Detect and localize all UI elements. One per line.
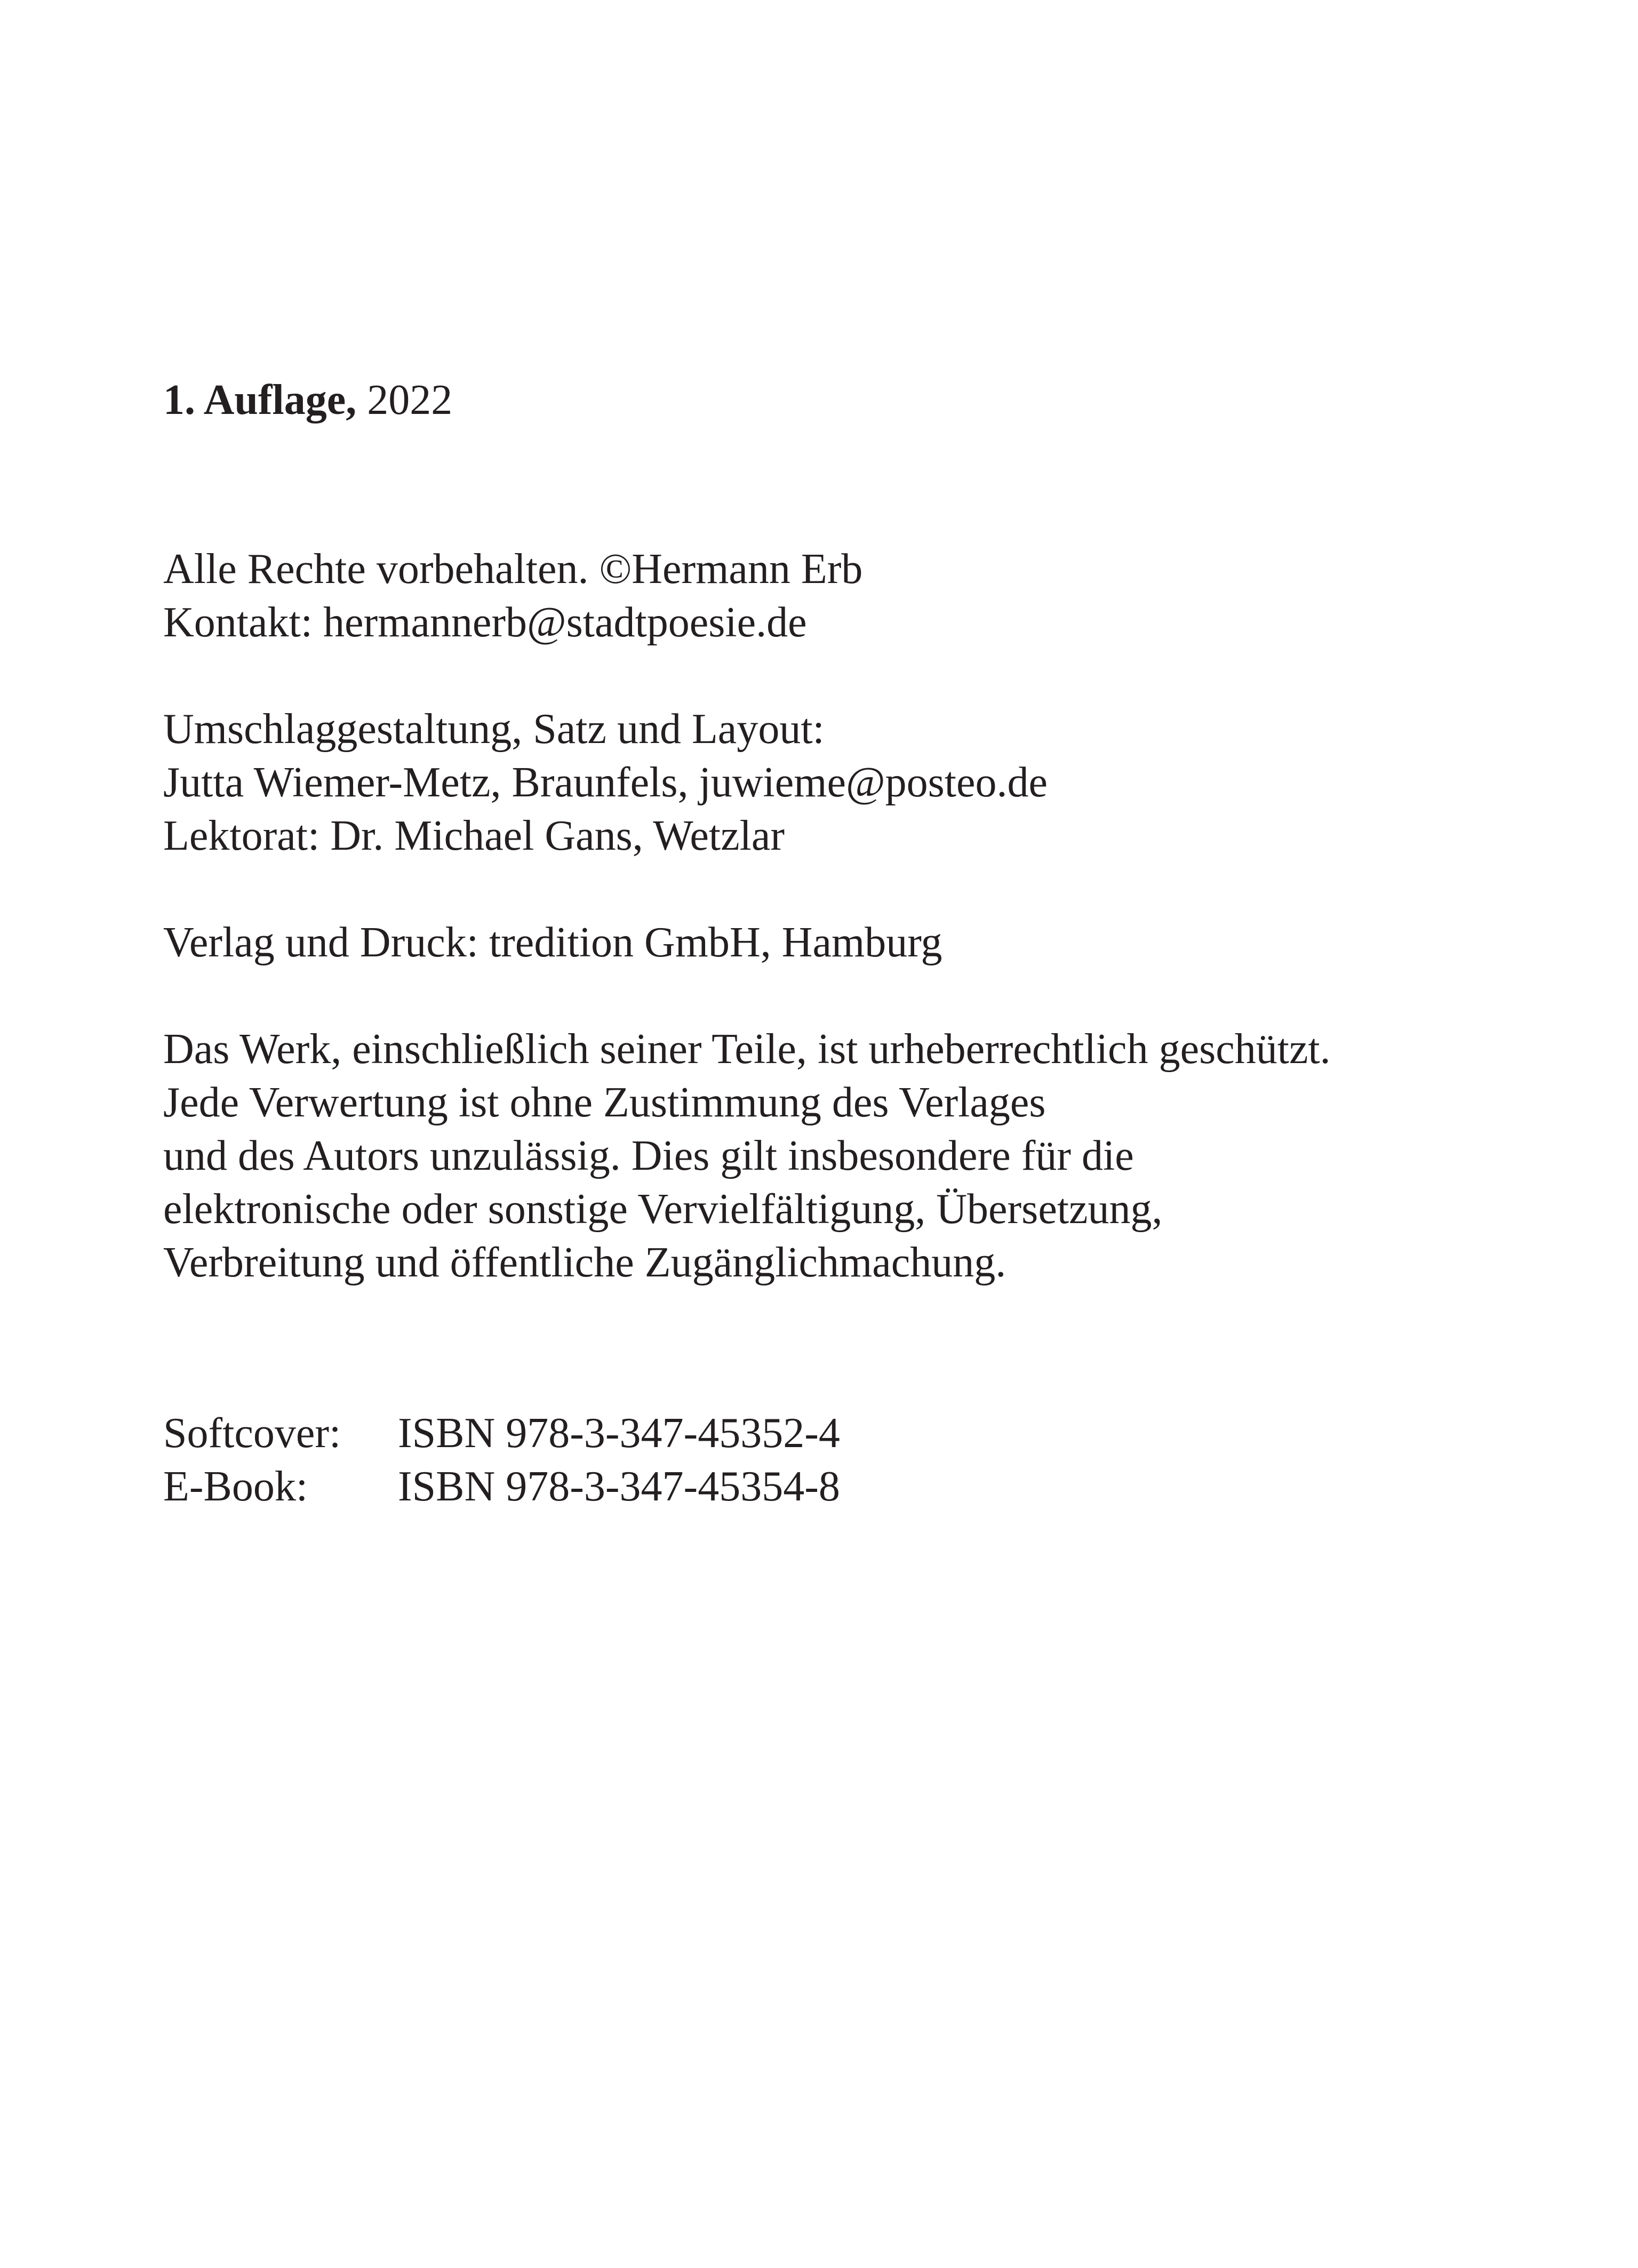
edition-line: [163, 373, 452, 427]
isbn-softcover-label: Softcover:: [163, 1410, 341, 1457]
copyright-notice-line: Verbreitung und öffentliche Zugänglichmachung.: [163, 1239, 1006, 1286]
contact-line: Kontakt: hermannerb@stadtpoesie.de: [163, 599, 807, 646]
edition-year: 2022: [367, 377, 453, 424]
edition-label: 1. Auflage,: [163, 377, 357, 424]
design-credit-name: Jutta Wiemer-Metz, Braunfels, juwieme@posteo.de: [163, 759, 1048, 806]
design-credit-heading: Umschlaggestaltung, Satz und Layout:: [163, 706, 825, 753]
copyright-notice-line: und des Autors unzulässig. Dies gilt insbesondere für die: [163, 1132, 1134, 1179]
isbn-ebook: [163, 1460, 840, 1513]
copyright-notice-line: elektronische oder sonstige Vervielfältigung, Übersetzung,: [163, 1186, 1163, 1233]
copyright-notice-line: Jede Verwertung ist ohne Zustimmung des Verlages: [163, 1079, 1046, 1126]
isbn-ebook-value: ISBN 978-3-347-45354-8: [398, 1463, 840, 1510]
rights-line: Alle Rechte vorbehalten. ©Hermann Erb: [163, 546, 863, 593]
isbn-softcover-value: ISBN 978-3-347-45352-4: [398, 1410, 840, 1457]
publisher-line: Verlag und Druck: tredition GmbH, Hamburg: [163, 919, 942, 966]
isbn-softcover: [163, 1407, 840, 1460]
editor-credit: Lektorat: Dr. Michael Gans, Wetzlar: [163, 812, 785, 859]
isbn-ebook-label: E-Book:: [163, 1463, 308, 1510]
copyright-notice-line: Das Werk, einschließlich seiner Teile, ist urheberrechtlich geschützt.: [163, 1026, 1331, 1073]
